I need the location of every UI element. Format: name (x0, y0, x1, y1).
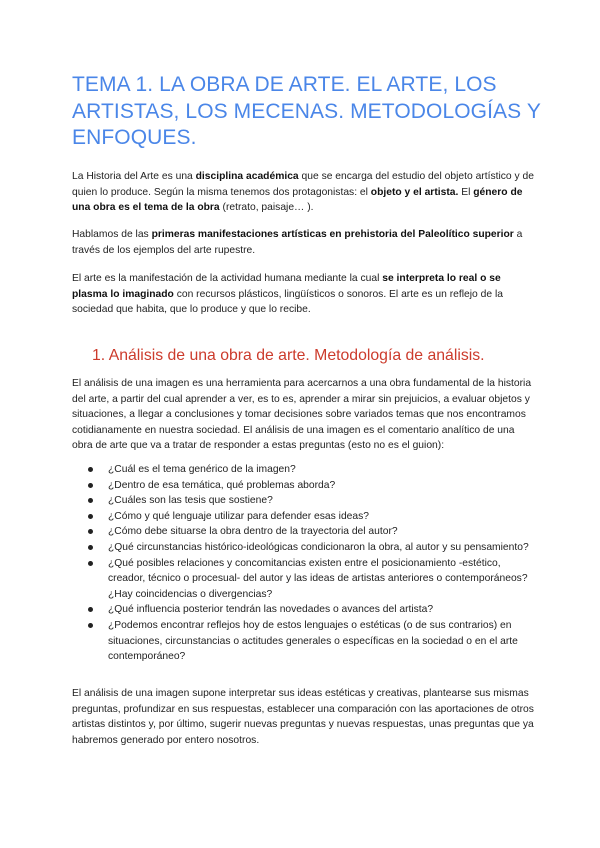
intro-paragraph-2 (72, 227, 534, 258)
closing-paragraph: El análisis de una imagen supone interpretar sus ideas estéticas y creativas, plantearse sus mismas preguntas, profundizar en sus respuestas, establecer una comparación con las aportaciones de otros artistas distintos y, por último, sugerir nuevas preguntas y nuevas respuestas, unas preguntas que ya habremos generado por entero nosotros. (72, 688, 534, 746)
bullet-icon (88, 623, 93, 628)
question-list (72, 462, 534, 665)
bold-text: disciplina académica (195, 171, 299, 182)
bold-text: primeras manifestaciones artísticas en prehistoria del Paleolítico superior (151, 229, 514, 240)
bullet-icon (88, 607, 93, 612)
text-run: La Historia del Arte es una (72, 171, 196, 182)
bullet-icon (88, 561, 93, 566)
text-run: que se encarga del estudio del objeto artístico y de quien lo produce. Según la misma tenemos dos protagonistas: el (72, 171, 534, 198)
list-item (72, 556, 534, 603)
bold-text: género de una obra es el tema de la obra (72, 186, 523, 214)
list-item-text: ¿Qué circunstancias histórico-ideológicas condicionaron la obra, al autor y su pensamiento? (108, 541, 529, 553)
list-item (72, 602, 534, 618)
list-item (72, 493, 534, 509)
list-item (72, 478, 534, 494)
bullet-icon (88, 545, 93, 550)
text-run: con recursos plásticos, lingüísticos o sonoros. El arte es un reflejo de la sociedad que habita, que lo produce y que lo recibe. (72, 288, 503, 316)
section-heading: 1. Análisis de una obra de arte. Metodología de análisis. (92, 347, 485, 364)
list-item-text: ¿Cuáles son las tesis que sostiene? (108, 495, 273, 507)
text-run: a través de los ejemplos del arte rupestre. (72, 229, 523, 256)
bold-text: objeto y el artista. (370, 186, 459, 198)
text-run: El arte es la manifestación de la actividad humana mediante la cual (72, 273, 383, 284)
bullet-icon (88, 498, 93, 503)
bullet-icon (88, 529, 93, 534)
list-item-text: ¿Qué influencia posterior tendrán las novedades o avances del artista? (108, 604, 434, 616)
section-paragraph: El análisis de una imagen es una herramienta para acercarnos a una obra fundamental de la historia del arte, a partir del cual aprender a ver, es to es, aprender a mirar sin prejuicios, a evaluar objetos y situaciones, a llegar a conclusiones y tomar decisiones sobre variados temas que nos encontramos cotidianamente en nuestra sociedad. El análisis de una imagen es el comentario analítico de una obra de arte que va a tratar de responder a estas preguntas (esto no es el guion): (72, 378, 532, 452)
bullet-icon (88, 483, 93, 488)
list-item-text: ¿Cómo y qué lenguaje utilizar para defender esas ideas? (108, 510, 370, 522)
intro-paragraph-3 (72, 271, 534, 318)
list-item (72, 509, 534, 525)
list-item-text: ¿Cómo debe situarse la obra dentro de la trayectoria del autor? (108, 526, 398, 538)
list-item (72, 462, 534, 478)
intro-paragraph-1 (72, 169, 534, 216)
bold-text: se interpreta lo real o se plasma lo imaginado (72, 273, 501, 300)
list-item (72, 540, 534, 556)
list-item (72, 618, 534, 665)
list-item-text: ¿Cuál es el tema genérico de la imagen? (108, 464, 296, 475)
bullet-icon (88, 467, 93, 472)
list-item-text: ¿Dentro de esa temática, qué problemas aborda? (108, 479, 336, 491)
list-item (72, 524, 534, 540)
list-item-text: ¿Podemos encontrar reflejos hoy de estos lenguajes o estéticas (o de sus contrarios) en situaciones, circunstancias o actitudes generales o específicas en la sociedad o en el arte contemporáneo? (108, 619, 518, 663)
text-run: (retrato, paisaje… ). (219, 202, 314, 214)
page-title: TEMA 1. LA OBRA DE ARTE. EL ARTE, LOS ARTISTAS, LOS MECENAS. METODOLOGÍAS Y ENFOQUES. (72, 73, 541, 149)
list-item-text: ¿Qué posibles relaciones y concomitancias existen entre el posicionamiento -estético, creador, técnico o procesual- del autor y las ideas de artistas anteriores o contemporáneos? ¿Hay coincidencias o divergencias? (108, 557, 528, 600)
text-run: Hablamos de las (72, 229, 152, 240)
text-run: El (458, 186, 474, 198)
bullet-icon (88, 514, 93, 519)
